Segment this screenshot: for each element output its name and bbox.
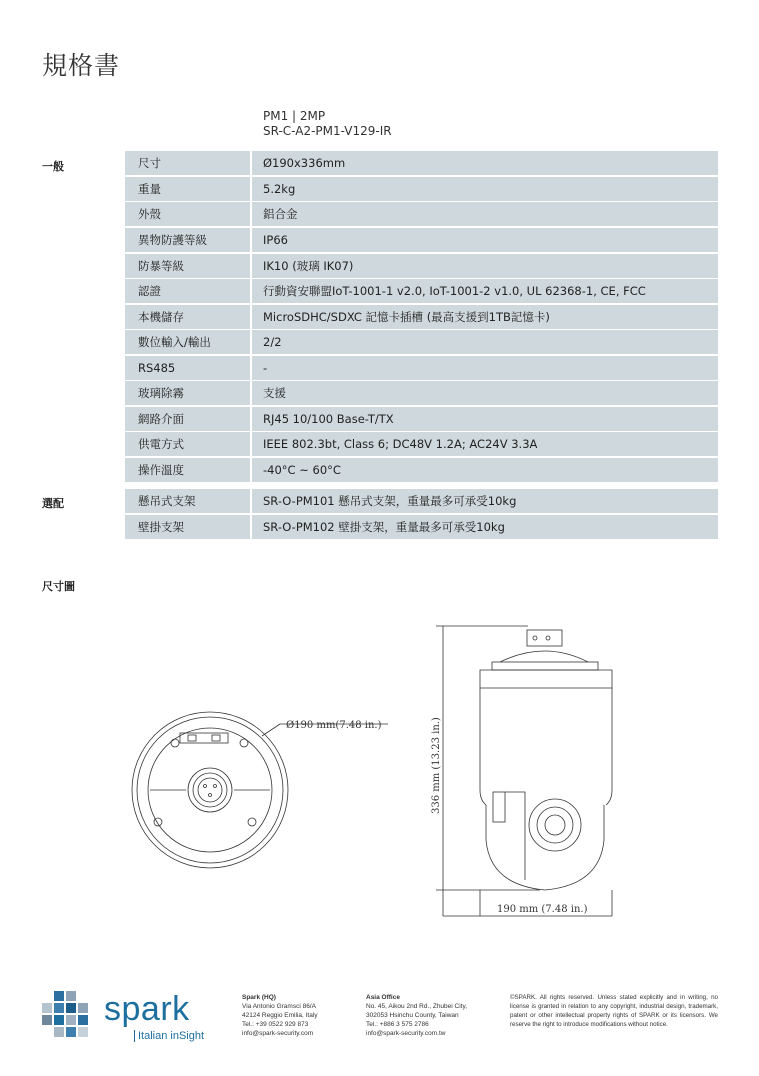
width-label: 190 mm (7.48 in.): [497, 904, 588, 915]
section-general-label: 一般: [42, 160, 64, 173]
spec-value: IP66: [263, 233, 288, 247]
spec-value: -40°C ~ 60°C: [263, 463, 341, 477]
spec-key: 尺寸: [138, 156, 161, 170]
spec-row: [125, 254, 718, 278]
spec-key: 認證: [138, 284, 161, 298]
spec-row: [125, 356, 718, 380]
dimension-heading: 尺寸圖: [42, 580, 75, 593]
page-title: 規格書: [42, 51, 121, 80]
asia-line: Tel.: +886 3 575 2786: [366, 1021, 429, 1028]
spec-value: IK10 (玻璃 IK07): [263, 259, 354, 273]
spec-row: [125, 330, 718, 354]
spec-key: 重量: [138, 182, 161, 196]
hq-line: Via Antonio Gramsci 86/A: [242, 1003, 316, 1010]
spec-key: 數位輸入/輸出: [138, 335, 211, 349]
hq-line: Tel.: +39 0522 929 873: [242, 1021, 309, 1028]
spec-row: [125, 177, 718, 201]
spec-key: 玻璃除霧: [138, 386, 184, 400]
asia-email[interactable]: info@spark-security.com.tw: [366, 1030, 446, 1037]
copyright-notice: ©SPARK. All rights reserved. Unless stated explicitly and in writing, no license is granted in relation to any copyright, industrial design, trademark, patent or other intellectual property rights of SPARK or its licensors. We reserve the right to introduce modifications without notice.: [510, 994, 718, 1028]
spec-key: 本機儲存: [138, 310, 184, 324]
brand-tagline: Italian inSight: [134, 1030, 204, 1042]
spec-value: 5.2kg: [263, 182, 296, 196]
spec-value: 2/2: [263, 335, 282, 349]
spec-value: -: [263, 361, 268, 375]
spec-row: [125, 407, 718, 431]
model-line-1: PM1 | 2MP: [263, 109, 326, 123]
spark-logo-icon: [40, 989, 100, 1047]
spec-row: [125, 305, 718, 329]
spec-row: [125, 381, 718, 405]
hq-heading: Spark (HQ): [242, 994, 276, 1001]
spec-value: MicroSDHC/SDXC 記憶卡插槽 (最高支援到1TB記憶卡): [263, 310, 550, 324]
spec-key: 防暴等級: [138, 259, 184, 273]
asia-heading: Asia Office: [366, 994, 400, 1001]
dimension-drawing: [0, 600, 759, 930]
spec-value: Ø190x336mm: [263, 156, 346, 170]
option-value: SR-O-PM101 懸吊式支架，重量最多可承受10kg: [263, 494, 517, 508]
height-label: 336 mm (13.23 in.): [431, 717, 442, 814]
spec-key: 外殼: [138, 207, 161, 221]
spec-key: RS485: [138, 361, 176, 375]
option-key: 壁掛支架: [138, 520, 184, 534]
spec-key: 操作溫度: [138, 463, 184, 477]
footer: [0, 985, 759, 1055]
spec-row: [125, 202, 718, 226]
spec-value: 鋁合金: [263, 207, 298, 221]
asia-address: [366, 993, 467, 1038]
spec-value: RJ45 10/100 Base-T/TX: [263, 412, 394, 426]
brand-name: spark: [104, 990, 190, 1028]
spec-value: IEEE 802.3bt, Class 6; DC48V 1.2A; AC24V 3.3A: [263, 437, 538, 451]
option-key: 懸吊式支架: [138, 494, 196, 508]
spec-row: [125, 458, 718, 482]
option-row: [125, 515, 718, 539]
asia-line: No. 45, Aikou 2nd Rd., Zhubei City,: [366, 1003, 468, 1010]
spec-row: [125, 151, 718, 175]
spec-key: 異物防護等級: [138, 233, 207, 247]
hq-line: 42124 Reggio Emilia, Italy: [242, 1012, 318, 1019]
hq-address: [242, 993, 318, 1038]
diameter-label: Ø190 mm(7.48 in.): [286, 720, 382, 731]
spec-row: [125, 279, 718, 303]
spec-key: 供電方式: [138, 437, 184, 451]
spec-value: 行動資安聯盟IoT-1001-1 v2.0, IoT-1001-2 v1.0, UL 62368-1, CE, FCC: [263, 284, 646, 298]
asia-line: 302053 Hsinchu County, Taiwan: [366, 1012, 459, 1019]
top-view-drawing: [132, 712, 288, 868]
spec-row: [125, 432, 718, 456]
option-row: [125, 489, 718, 513]
spec-key: 網路介面: [138, 412, 184, 426]
spec-row: [125, 228, 718, 252]
section-options-label: 選配: [42, 497, 64, 510]
side-view-drawing: [480, 630, 612, 890]
option-value: SR-O-PM102 壁掛支架，重量最多可承受10kg: [263, 520, 505, 534]
hq-email[interactable]: info@spark-security.com: [242, 1030, 314, 1037]
model-block: [263, 109, 392, 139]
spec-value: 支援: [263, 386, 286, 400]
model-line-2: SR-C-A2-PM1-V129-IR: [263, 124, 392, 138]
